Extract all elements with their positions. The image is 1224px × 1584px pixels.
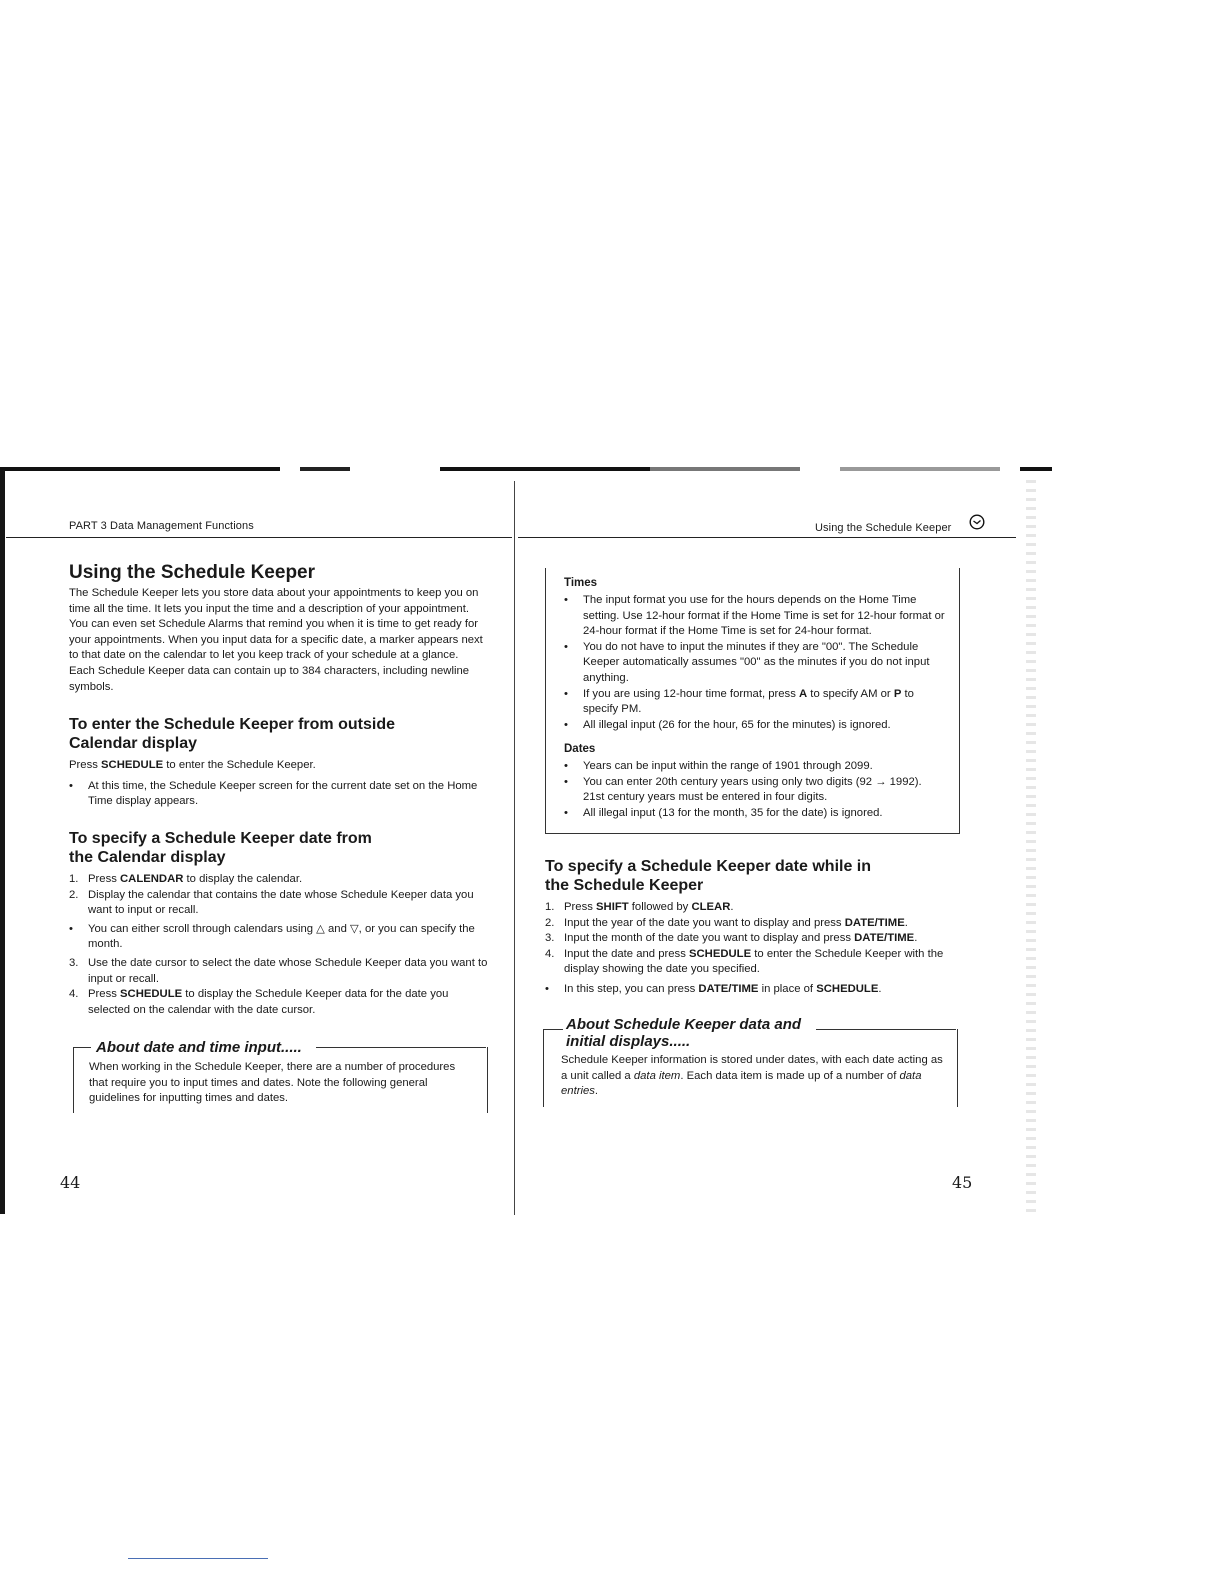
box-text: When working in the Schedule Keeper, there are a number of procedures that require you to input times and dates. Note the following general guidelines for inputting times and dates. [89,1061,456,1105]
box-title: About date and time input..... [93,1039,305,1056]
section-title: To specify a Schedule Keeper date from the Calendar display [69,830,372,866]
list-item: 3. Use the date cursor to select the date whose Schedule Keeper data you want to input or recall. [69,956,488,985]
left-running-header: PART 3 Data Management Functions [69,520,254,532]
steps-list [545,900,963,998]
page-number: 44 [60,1173,81,1192]
list-item: • If you are using 12-hour time format, press A to specify AM or P to specify PM. [564,687,914,716]
note-list [69,779,489,810]
box-text: Schedule Keeper information is stored under dates, with each date acting as a unit called a data item. Each data item is made up of a number of data entries. [561,1054,943,1098]
list-item: • At this time, the Schedule Keeper screen for the current date set on the Home Time display appears. [69,779,478,808]
list-item: 2. Input the year of the date you want to display and press DATE/TIME. [545,916,908,929]
list-item: • All illegal input (26 for the hour, 65 for the minutes) is ignored. [564,718,891,731]
list-item: 4. Press SCHEDULE to display the Schedule Keeper data for the date you selected on the calendar with the date cursor. [69,988,449,1016]
page-spine [514,481,515,1215]
box-rule [543,1029,563,1030]
box-rule [316,1047,486,1048]
box-title: About Schedule Keeper data and initial displays..... [563,1016,804,1050]
dates-section [564,742,946,821]
press-instruction: Press SCHEDULE to enter the Schedule Keeper. [69,759,316,771]
scan-edge-top [0,467,1052,471]
scan-edge-left [0,470,5,1214]
list-item: • All illegal input (13 for the month, 35 for the date) is ignored. [564,806,883,819]
intro-paragraph: The Schedule Keeper lets you store data about your appointments to keep you on time all the time. It lets you input the time and a description of your appointment. You can even set Schedule Alarms that remind you when it is time to get ready for your appointments. When you input data for a specific date, a marker appears next to that date on the calendar to let you keep track of your schedule at a glance. Each Schedule Keeper data can contain up to 384 characters, including newline symbols. [69,587,483,693]
section-specify-from-calendar [69,829,489,1018]
times-section [564,576,946,733]
list-item: 4. Input the date and press SCHEDULE to enter the Schedule Keeper with the display showing the date you specified. [545,947,944,976]
box-rule [816,1029,956,1030]
list-item: 3. Input the month of the date you want to display and press DATE/TIME. [545,932,918,945]
left-header-rule [6,537,512,538]
box-rule [73,1047,91,1048]
list-item: • You do not have to input the minutes if they are "00". The Schedule Keeper automatically assumes "00" as the minutes if you do not input anything. [564,640,930,684]
section-enter-from-outside [69,715,489,810]
steps-list [69,872,489,1018]
page-number: 45 [952,1173,973,1192]
list-item: • You can either scroll through calendars using △ and ▽, or you can specify the month. [69,922,475,951]
scan-edge-right [1026,480,1036,1214]
right-running-header: Using the Schedule Keeper [815,522,952,534]
times-title: Times [564,577,598,589]
list-item: • Years can be input within the range of 1901 through 2099. [564,760,873,772]
times-list [564,593,946,733]
clock-icon [969,514,985,530]
section-title: To specify a Schedule Keeper date while in the Schedule Keeper [545,858,872,894]
list-item: • You can enter 20th century years using only two digits (92 → 1992). 21st century years must be entered in four digits. [564,775,922,804]
section-title: To enter the Schedule Keeper from outside Calendar display [69,716,395,752]
dates-list [564,759,946,821]
section-specify-while-in [545,857,963,998]
page-title: Using the Schedule Keeper [69,562,316,583]
dates-title: Dates [564,743,596,755]
list-item: 2. Display the calendar that contains the date whose Schedule Keeper data you want to input or recall. [69,888,474,917]
bottom-rule [128,1558,268,1559]
right-header-rule [518,537,1016,538]
list-item: 1. Press CALENDAR to display the calendar. [69,873,303,885]
list-item: • The input format you use for the hours depends on the Home Time setting. Use 12-hour format if the Home Time is set for 12-hour format or 24-hour format if the Home Time is set for 24-hour format. [564,594,945,638]
key-schedule: SCHEDULE [101,759,164,771]
list-item: • In this step, you can press DATE/TIME in place of SCHEDULE. [545,982,882,995]
list-item: 1. Press SHIFT followed by CLEAR. [545,901,734,913]
